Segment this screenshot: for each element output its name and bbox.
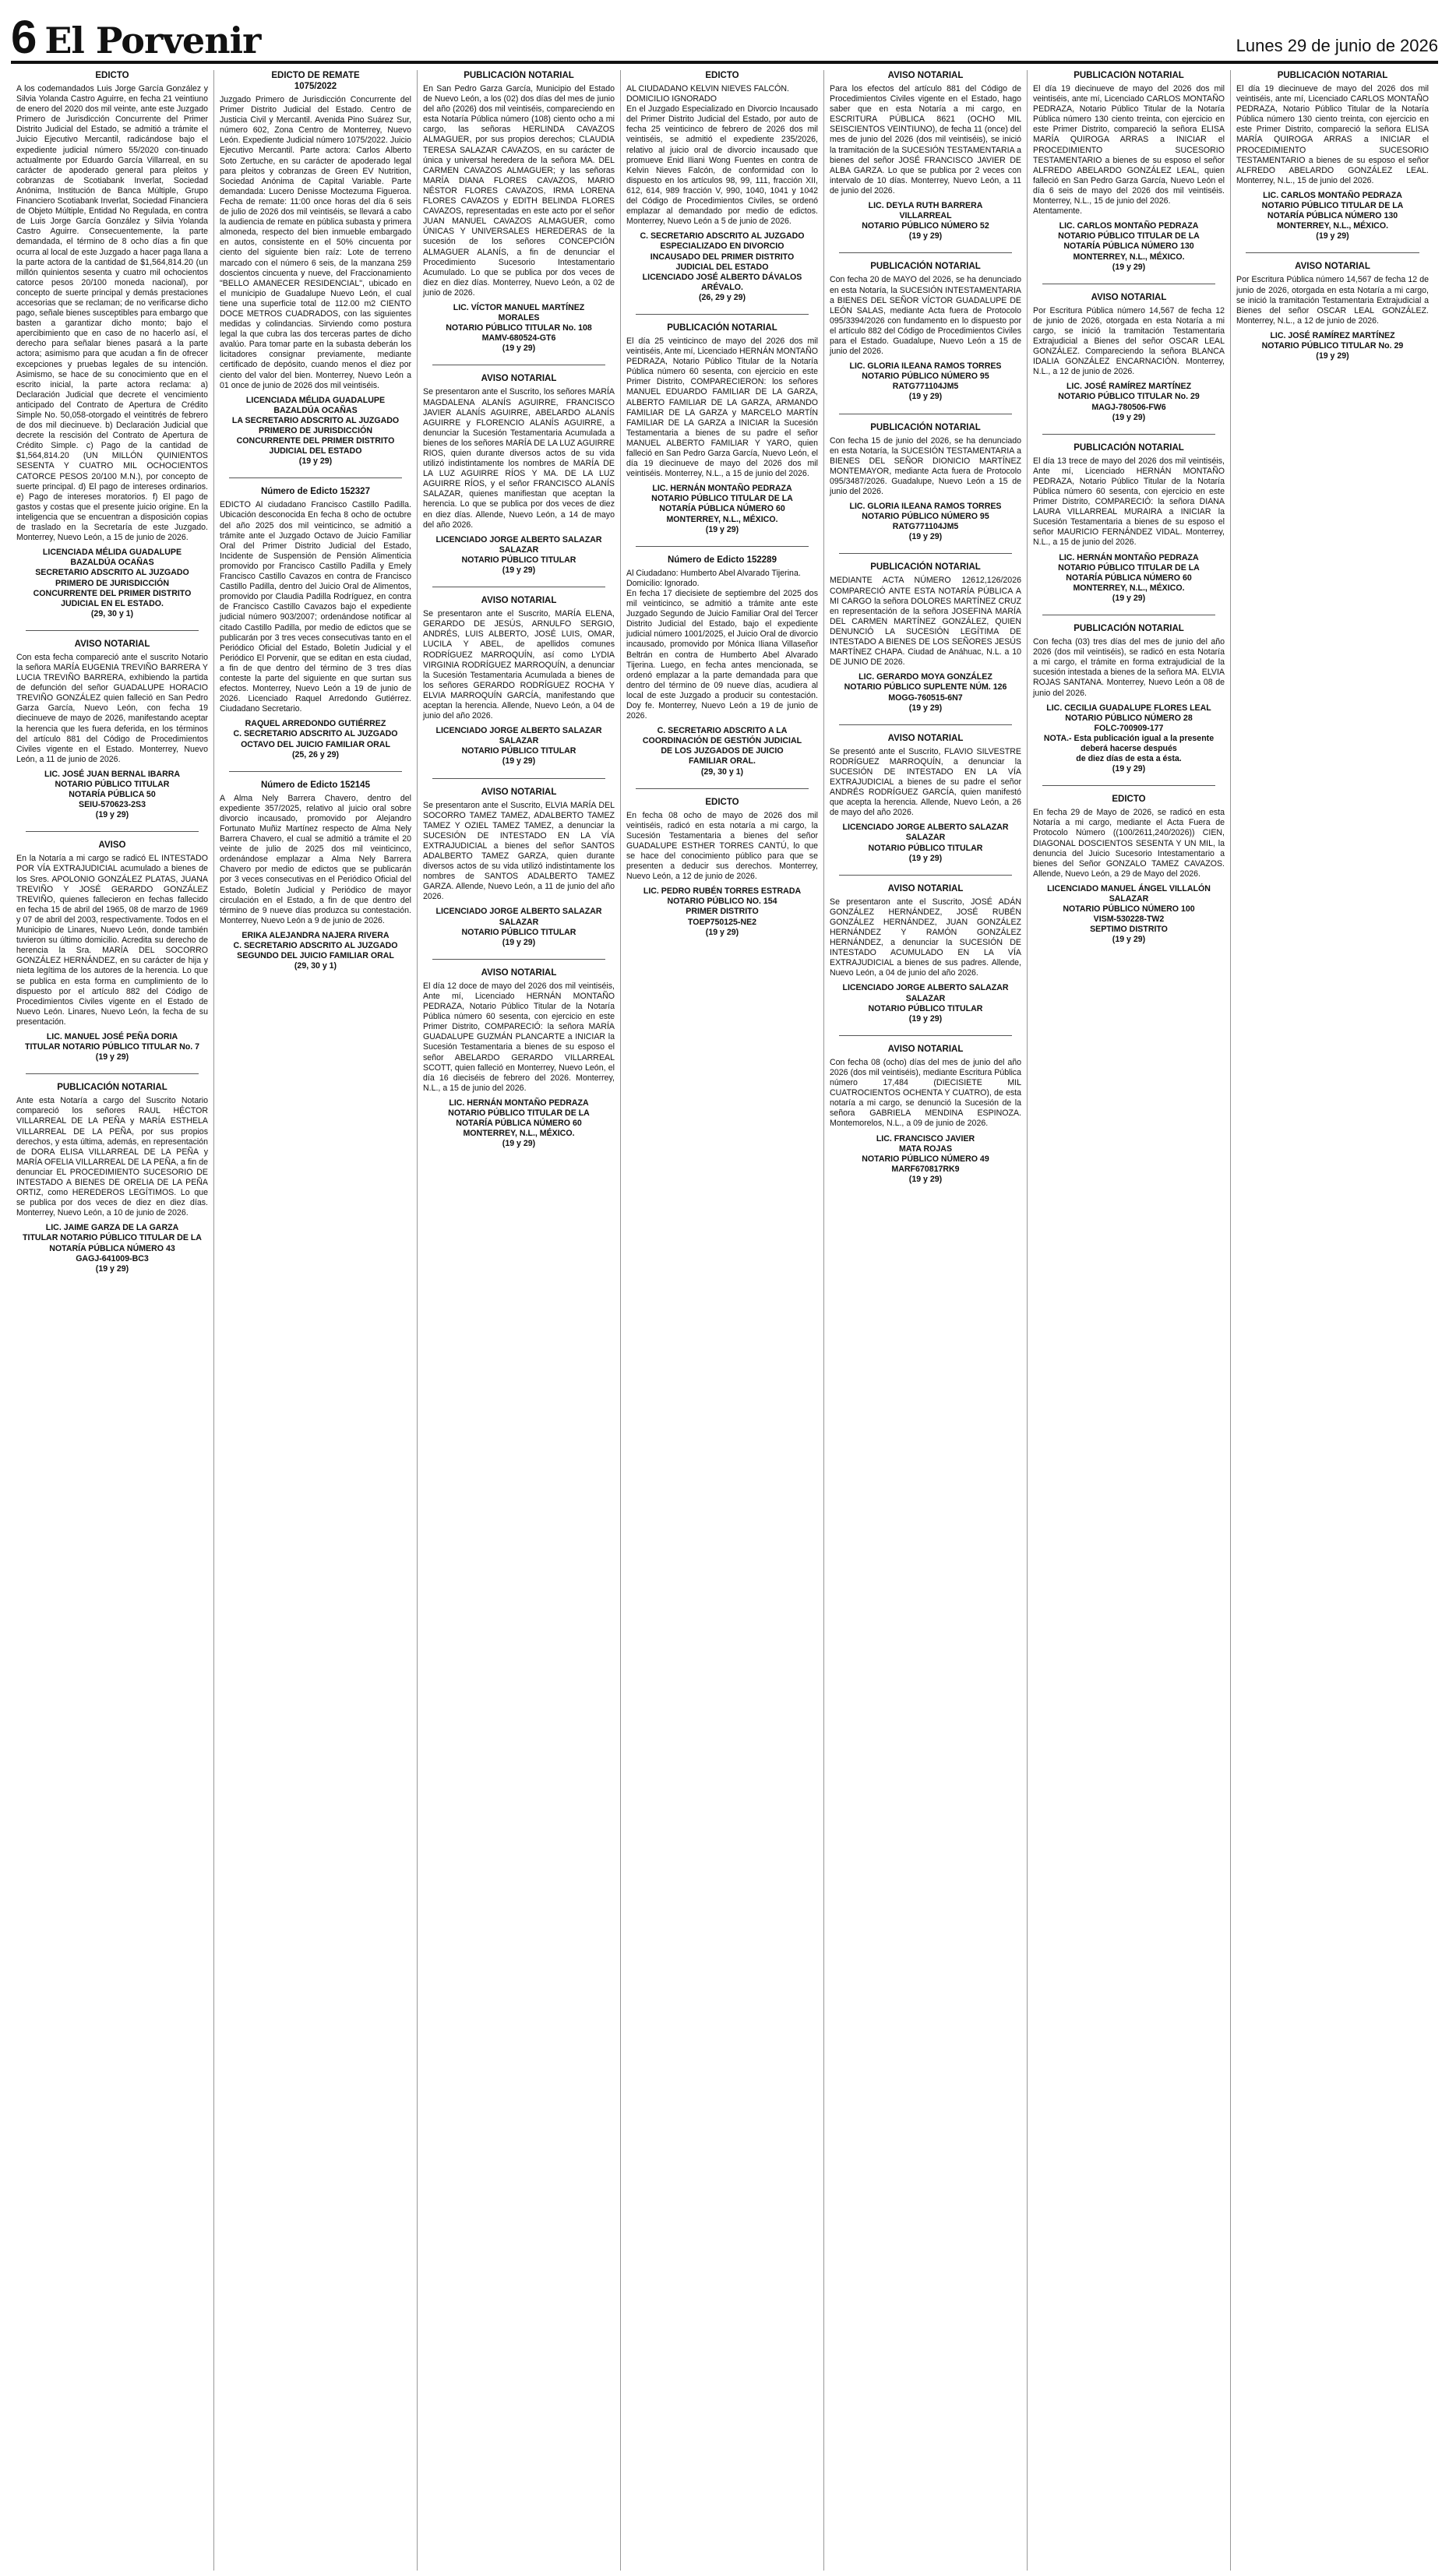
notice-divider — [26, 1073, 199, 1074]
notice-title: EDICTO DE REMATE 1075/2022 — [271, 71, 360, 91]
page-number: 6 — [11, 11, 37, 63]
legal-notice — [220, 70, 411, 467]
notice-body: El día 25 veinticinco de mayo del 2026 dos mil veintiséis, Ante mí, Licenciado HERNÁN MONTAÑO PEDRAZA, Notario Público Titular de la Notaría Pública número 60 sesenta, con ejercicio en este Primer Distrito, COMPARECIERON: los señores MANUEL EDUARDO FAMILIAR DE LA GARZA, ALBERTO FAMILIAR DE LA GARZA, ARMANDO FAMILIAR DE LA GARZA y MARCELO MARTÍN FAMILIAR DE LA GARZA a INICIAR la Sucesión Testamentaria a bienes de su padre el señor MANUEL ALBERTO FAMILIAR Y YARO, quien falleció en San Pedro Garza García, Nuevo León, el día 19 diecinueve de mayo del 2026 dos mil veintiséis. Monterrey, N.L., a 15 de junio del 2026. — [626, 336, 818, 479]
notice-title: PUBLICACIÓN NOTARIAL — [57, 1083, 167, 1093]
notice-signature: LICENCIADO JORGE ALBERTO SALAZAR SALAZAR NOTARIO PÚBLICO TITULAR (19 y 29) — [842, 983, 1009, 1024]
notice-title: PUBLICACIÓN NOTARIAL — [1277, 71, 1388, 80]
notice-title: Número de Edicto 152145 — [261, 780, 370, 790]
legal-notice — [16, 639, 208, 821]
notice-body: Se presentaron ante el Suscrito, MARÍA ELENA, GERARDO DE JESÚS, ARNULFO SERGIO, ANDRÉS, LUIS ALBERTO, JOSÉ LUIS, OMAR, LUCILA Y ABEL, de apellidos comunes RODRÍGUEZ MARROQUÍN, así como LYDIA VIRGINIA RODRÍGUEZ MARROQUÍN, a denunciar la Sucesión Testamentaria Acumulada a bienes de los señores GERARDO RODRÍGUEZ ROCHA Y ELVIA MARROQUÍN GARCÍA, manifestando que aceptan la herencia. Allende, Nuevo León, a 04 de junio del año 2026. — [423, 609, 615, 721]
notice-body: Se presentaron ante el Suscrito, JOSÉ ADÁN GONZÁLEZ HERNÁNDEZ, JOSÉ RUBÉN GONZÁLEZ HERNÁNDEZ, JUAN GONZÁLEZ HERNÁNDEZ Y RAMÓN GONZÁLEZ HERNÁNDEZ, a denunciar la SUCESIÓN DE INTESTADO ACUMULADO EN LA VÍA EXTRAJUDICIAL a bienes de sus padres. Allende, Nuevo León, a 04 de junio del año 2026. — [830, 897, 1021, 978]
legal-notice — [220, 486, 411, 759]
notice-divider — [1246, 252, 1419, 253]
legal-notice — [626, 797, 818, 938]
notice-signature: LIC. GLORIA ILEANA RAMOS TORRES NOTARIO PÚBLICO NÚMERO 95 RATG771104JM5 (19 y 29) — [849, 361, 1002, 402]
notice-title: PUBLICACIÓN NOTARIAL — [1074, 442, 1184, 453]
notice-signature: LIC. JOSÉ JUAN BERNAL IBARRA NOTARIO PÚBLICO TITULAR NOTARÍA PÚBLICA 50 SEIU-570623-2S3 (19 y 29) — [44, 769, 181, 820]
legal-notice — [1033, 623, 1225, 774]
notice-body: Se presentaron ante el Suscrito, los señores MARÍA MAGDALENA ALANÍS AGUIRRE, FRANCISCO JAVIER ALANÍS AGUIRRE, ABELARDO ALANÍS AGUIRRE y FLORENCIO ALANÍS AGUIRRE, a denunciar la Sucesión Testamentaria Acumulada a bienes de los señores MARÍA DE LA LUZ AGUIRRE RIOS, quien durante diversos actos de su vida utilizó indistintamente los nombres de MARÍA DE LA LUZ AGUIRRE RÍOS Y MA. DE LA LUZ AGUIRRE RÍOS, y el señor FRANCISCO ALANÍS SALAZAR, quienes manifiestan que aceptan la herencia. Lo que se publica por dos veces de diez en diez días. Allende, Nuevo León, a 14 de mayo del año 2026. — [423, 387, 615, 530]
notice-title: PUBLICACIÓN NOTARIAL — [870, 422, 981, 432]
column-6 — [1028, 70, 1231, 2571]
notice-title: AVISO NOTARIAL — [481, 967, 557, 978]
notice-signature: LICENCIADA MÉLIDA GUADALUPE BAZALDÚA OCAÑAS SECRETARIO ADSCRITO AL JUZGADO PRIMERO DE JURISDICCIÓN CONCURRENTE DEL PRIMER DISTRITO JUDICIAL EN EL ESTADO. (29, 30 y 1) — [33, 548, 192, 618]
notice-body: En San Pedro Garza García, Municipio del Estado de Nuevo León, a los (02) dos días del mes de junio del año (2026) dos mil veintiséis, compareciendo en esta Notaría Pública número (108) ciento ocho a mi cargo, las señoras HERLINDA CAVAZOS ALMAGUER, por sus propios derechos; CLAUDIA TERESA SALAZAR CAVAZOS, en su carácter de única y universal heredera de la señora MA. DEL CARMEN CAVAZOS ALMAGUER; y las señoras MARÍA DIANA FLORES CAVAZOS, MARIO NÉSTOR FLORES CAVAZOS, IRMA LORENA FLORES CAVAZOS y EDITH BELINDA FLORES CAVAZOS, representadas en este acto por el señor JUAN MANUEL CAVAZOS ALMAGUER, como ÚNICAS Y UNIVERSALES HEREDERAS de la sucesión de los señores CONCEPCIÓN ALMAGUER ALANÍS, a fin de denunciar el Procedimiento Sucesorio Intestamentario Acumulado. Lo que se publica por dos veces de diez en diez días. Monterrey, Nuevo León, a 02 de junio de 2026. — [423, 84, 615, 298]
notice-body: Por Escritura Pública número 14,567 de fecha 12 de junio de 2026, otorgada en esta Notaría a mi cargo, se inició la tramitación Testamentaria Extrajudicial a Bienes del señor OSCAR LEAL GONZÁLEZ. Monterrey, N.L., a 12 de junio de 2026. — [1236, 275, 1429, 326]
legal-notice — [423, 787, 615, 948]
legal-notice — [1033, 442, 1225, 604]
notice-body: Se presentó ante el Suscrito, FLAVIO SILVESTRE RODRÍGUEZ MARROQUÍN, a denunciar la SUCESIÓN DE INTESTADO EN LA VÍA EXTRAJUDICIAL a bienes de su padre el señor ANDRÉS RODRÍGUEZ GARCÍA, quien manifestó que acepta la herencia. Allende, Nuevo León, a 26 de mayo del año 2026. — [830, 746, 1021, 818]
notice-divider — [1042, 785, 1215, 786]
notice-body: Ante esta Notaría a cargo del Suscrito Notario compareció los señores RAUL HÉCTOR VILLARREAL DE LA PEÑA y MARÍA ESTHELA VILLARREAL DE LA PEÑA, por sus propios derechos, y esta última, además, en representación de DORA ELISA VILLARREAL DE LA PEÑA y MARÍA OFELIA VILLARREAL DE LA PEÑA, a fin de denunciar EL PROCEDIMIENTO SUCESORIO DE INTESTADO A BIENES DE ORELIA DE LA PEÑA ORTIZ, como HEREDEROS LEGÍTIMOS. Lo que se publica por dos veces de diez en diez días. Monterrey, Nuevo León, a 10 de junio de 2026. — [16, 1096, 208, 1218]
legal-notice — [830, 733, 1021, 864]
notice-title: PUBLICACIÓN NOTARIAL — [870, 262, 981, 272]
notice-divider — [839, 553, 1012, 554]
notice-divider — [229, 771, 402, 772]
notice-title: PUBLICACIÓN NOTARIAL — [1074, 624, 1184, 634]
notice-signature: LIC. MANUEL JOSÉ PEÑA DORIA TITULAR NOTARIO PÚBLICO TITULAR No. 7 (19 y 29) — [24, 1031, 200, 1062]
notice-title: AVISO NOTARIAL — [887, 71, 964, 80]
notice-divider — [839, 724, 1012, 725]
notice-signature: LIC. JOSÉ RAMÍREZ MARTÍNEZ NOTARIO PÚBLICO TITULAR No. 29 (19 y 29) — [1261, 330, 1404, 361]
notice-divider — [636, 788, 809, 789]
legal-notice — [830, 422, 1021, 543]
legal-notice — [830, 883, 1021, 1024]
notice-body: Se presentaron ante el Suscrito, ELVIA MARÍA DEL SOCORRO TAMEZ TAMEZ, ADALBERTO TAMEZ TAMEZ Y OZIEL TAMEZ TAMEZ, a denunciar la SUCESIÓN DE INTESTADO EN LA VÍA EXTRAJUDICIAL a bienes del señor SANTOS ADALBERTO TAMEZ GARZA, quien durante diversos actos de su vida utilizó indistintamente los nombres de SANTOS ADALBERTO TAMEZ GARZA. Allende, Nuevo León, a 11 de junio del año 2026. — [423, 800, 615, 902]
notice-signature: LIC. DEYLA RUTH BARRERA VILLARREAL NOTARIO PÚBLICO NÚMERO 52 (19 y 29) — [862, 201, 989, 241]
notice-signature: RAQUEL ARREDONDO GUTIÉRREZ C. SECRETARIO ADSCRITO AL JUZGADO OCTAVO DEL JUICIO FAMILIAR ORAL (25, 26 y 29) — [233, 719, 398, 759]
notice-signature: LIC. HERNÁN MONTAÑO PEDRAZA NOTARIO PÚBLICO TITULAR DE LA NOTARÍA PÚBLICA NÚMERO 60 MONTERREY, N.L., MÉXICO. (19 y 29) — [651, 484, 793, 534]
legal-notice — [220, 780, 411, 972]
notice-divider — [636, 546, 809, 547]
notice-signature: LIC. GLORIA ILEANA RAMOS TORRES NOTARIO PÚBLICO NÚMERO 95 RATG771104JM5 (19 y 29) — [849, 502, 1002, 542]
notice-title: PUBLICACIÓN NOTARIAL — [1074, 71, 1184, 80]
notice-title: PUBLICACIÓN NOTARIAL — [870, 562, 981, 573]
notice-body: Por Escritura Pública número 14,567 de fecha 12 de junio de 2026, otorgada en esta Notaría a mi cargo, se inició la tramitación Testamentaria Extrajudicial a Bienes del señor OSCAR LEAL GONZÁLEZ. Compareciendo la señora BLANCA IDALIA GONZÁLEZ ENCARNACIÓN. Monterrey, N.L., a 12 de junio de 2026. — [1033, 305, 1225, 377]
notice-body: El día 12 doce de mayo del 2026 dos mil veintiséis, Ante mí, Licenciado HERNÁN MONTAÑO PEDRAZA, Notario Público Titular de la Notaría Pública número 60 sesenta, con ejercicio en este Primer Distrito, COMPARECIÓ: la señora MARÍA GUADALUPE GUZMÁN PLANCARTE a INICIAR la Sucesión Testamentaria a bienes de su esposo el señor ABELARDO GERARDO VILLARREAL SCOTT, quien falleció en Monterrey, Nuevo León, el día 16 dieciséis de febrero del 2026. Monterrey, N.L., a 15 de junio del 2026. — [423, 981, 615, 1093]
notice-signature: LICENCIADO JORGE ALBERTO SALAZAR SALAZAR NOTARIO PÚBLICO TITULAR (19 y 29) — [435, 726, 602, 766]
notice-signature: LICENCIADO JORGE ALBERTO SALAZAR SALAZAR NOTARIO PÚBLICO TITULAR (19 y 29) — [435, 534, 602, 576]
notice-body: En fecha 08 ocho de mayo de 2026 dos mil veintiséis, radicó en esta notaría a mi cargo, la Sucesión Testamentaria a bienes del señor GUADALUPE ESTHER TORRES CANTÚ, lo que se hace del conocimiento público para que se presenten a deducir sus derechos. Monterrey, Nuevo León, a 12 de junio de 2026. — [626, 810, 818, 882]
notice-body: El día 13 trece de mayo del 2026 dos mil veintiséis, Ante mí, Licenciado HERNÁN MONTAÑO PEDRAZA, Notario Público Titular de la Notaría Pública número 60 sesenta, con ejercicio en este Primer Distrito, COMPARECIÓ: la señora DIANA LAURA VILLARREAL MURAIRA a INICIAR la Sucesión Testamentaria a bienes de su esposo el señor MAURICIO FERNÁNDEZ VIDAL. Monterrey, N.L., a 15 de junio del 2026. — [1033, 456, 1225, 548]
legal-notice — [423, 595, 615, 766]
notice-title: AVISO NOTARIAL — [74, 639, 150, 649]
notice-signature: LIC. JOSÉ RAMÍREZ MARTÍNEZ NOTARIO PÚBLICO TITULAR No. 29 MAGJ-780506-FW6 (19 y 29) — [1058, 382, 1200, 422]
notice-signature: LIC. PEDRO RUBÉN TORRES ESTRADA NOTARIO PÚBLICO NO. 154 PRIMER DISTRITO TOEP750125-NE2 (19 y 29) — [643, 886, 802, 937]
notice-body: EDICTO Al ciudadano Francisco Castillo Padilla. Ubicación desconocida En fecha 8 ocho de octubre del año 2025 dos mil veinticinco, se admitió a trámite ante el Juzgado Octavo de Juicio Familiar Oral del Primer Distrito Judicial del Estado, Incidente de Suspensión de Pensión Alimenticia promovido por Francisco Castillo Padilla y Emely Francisco Castillo Cavazos en contra de Francisco Castillo Padilla, dentro del Juicio Oral de Alimentos, promovido por Claudia Padilla Rodríguez, en contra de Francisco Castillo Cavazos bajo el expediente judicial número 903/2007; ordenándose notificar al citado Castillo Padilla, por medio de edictos que se publicarán por 3 tres veces consecutivas tanto en el Periódico Oficial del Estado, Boletín Judicial y el Periódico El Porvenir, que se editan en esta ciudad, a fin de que dentro del término de 3 tres días conteste la parte del siguiente en que surtan sus efectos. Monterrey, Nuevo León a 19 de junio de 2026. Licenciado Raquel Arredondo Gutiérrez. Ciudadano Secretario. — [220, 500, 411, 714]
notice-signature: C. SECRETARIO ADSCRITO A LA COORDINACIÓN DE GESTIÓN JUDICIAL DE LOS JUZGADOS DE JUICIO FAMILIAR ORAL. (29, 30 y 1) — [642, 726, 802, 777]
notice-signature: LICENCIADO MANUEL ÁNGEL VILLALÓN SALAZAR NOTARIO PÚBLICO NÚMERO 100 VISM-530228-TW2 SEPTIMO DISTRITO (19 y 29) — [1047, 883, 1211, 945]
column-5 — [824, 70, 1028, 2571]
notice-signature: LIC. CARLOS MONTAÑO PEDRAZA NOTARIO PÚBLICO TITULAR DE LA NOTARÍA PÚBLICA NÚMERO 130 MONTERREY, N.L., MÉXICO. (19 y 29) — [1261, 190, 1404, 241]
notice-divider — [26, 831, 199, 832]
notice-title: AVISO NOTARIAL — [1091, 292, 1167, 302]
column-2 — [214, 70, 418, 2571]
notice-title: AVISO NOTARIAL — [887, 733, 964, 743]
notice-body: A Alma Nely Barrera Chavero, dentro del expediente 357/2025, relativo al juicio oral sobre divorcio incausado, promovido por Alejandro Fortunato Muñiz Martínez respecto de Alma Nely Barrera Chavero, el cual se admitió a trámite el 20 veinte de julio de 2025 dos mil veinticinco, ordenándose emplazar a Alma Nely Barrera Chavero por medio de edictos que se publicarán por 3 veces consecutivas en el Periódico Oficial del Estado, Boletín Judicial y Periódico de mayor circulación en el Estado, a fin de que dentro del término de 9 nueve días produzca su contestación. Monterrey, Nuevo León a 9 de junio de 2026. — [220, 793, 411, 925]
notice-signature: LIC. CARLOS MONTAÑO PEDRAZA NOTARIO PÚBLICO TITULAR DE LA NOTARÍA PÚBLICA NÚMERO 130 MONTERREY, N.L., MÉXICO. (19 y 29) — [1058, 221, 1200, 272]
notice-title: Número de Edicto 152289 — [668, 555, 777, 565]
notice-signature: LICENCIADA MÉLIDA GUADALUPE BAZALDÚA OCAÑAS LA SECRETARIO ADSCRITO AL JUZGADO PRIMERO DE JURISDICCIÓN CONCURRENTE DEL PRIMER DISTRITO JUDICIAL DEL ESTADO (19 y 29) — [231, 395, 400, 467]
legal-notice — [423, 967, 615, 1150]
notice-divider — [636, 314, 809, 315]
column-1 — [11, 70, 214, 2571]
notice-signature: LICENCIADO JORGE ALBERTO SALAZAR SALAZAR NOTARIO PÚBLICO TITULAR (19 y 29) — [842, 823, 1009, 863]
notice-signature: LIC. HERNÁN MONTAÑO PEDRAZA NOTARIO PÚBLICO TITULAR DE LA NOTARÍA PÚBLICA NÚMERO 60 MONTERREY, N.L., MÉXICO. (19 y 29) — [448, 1098, 590, 1149]
column-4 — [621, 70, 824, 2571]
legal-notice — [830, 562, 1021, 713]
notice-title: AVISO NOTARIAL — [887, 883, 964, 893]
notice-title: AVISO NOTARIAL — [481, 596, 557, 606]
issue-date: Lunes 29 de junio de 2026 — [1236, 36, 1438, 55]
notice-title: AVISO NOTARIAL — [481, 374, 557, 384]
legal-notice — [626, 70, 818, 303]
legal-notice — [626, 322, 818, 535]
legal-notice — [16, 70, 208, 619]
notice-divider — [229, 477, 402, 478]
notice-title: PUBLICACIÓN NOTARIAL — [667, 322, 777, 333]
notice-title: AVISO NOTARIAL — [1295, 262, 1370, 272]
notice-signature: LICENCIADO JORGE ALBERTO SALAZAR SALAZAR NOTARIO PÚBLICO TITULAR (19 y 29) — [435, 907, 602, 947]
notice-body: Al Ciudadano: Humberto Abel Alvarado Tijerina. Domicilio: Ignorado. En fecha 17 diecisiete de septiembre del 2025 dos mil veinticinco, se admitió a trámite ante este Juzgado Segundo de Juicio Familiar Oral del Tercer Distrito Judicial del Estado, bajo el expediente judicial número 1001/2025, el Juicio Oral de divorcio incausado, promovido por Mónica Iliana Villaseñor Beltrán en contra de Humberto Abel Alvarado Tijerina. Luego, en fecha antes mencionada, se ordenó emplazar a la parte demandada para que dentro del término de 09 nueve días, acudiera al local de este Juzgado a producir su contestación. Doy fe. Monterrey, Nuevo León a 19 de junio de 2026. — [626, 568, 818, 721]
legal-notice — [423, 70, 615, 354]
notice-body: Para los efectos del artículo 881 del Código de Procedimientos Civiles vigente en el Estado, hago saber que en esta Notaría a mi cargo, en ESCRITURA PÚBLICA 8621 (OCHO MIL SEISCIENTOS VEINTIUNO), de fecha 11 (once) del mes de junio del 2026 (dos mil veintiséis), se inició la tramitación de la SUCESIÓN TESTAMENTARIA a bienes del señor JOSÉ FRANCISCO JAVIER DE ALBA GARZA. Lo que se publica por 2 veces con intervalo de 10 días. Monterrey, Nuevo León, a 11 de junio del 2026. — [830, 84, 1021, 196]
legal-notice — [830, 1044, 1021, 1185]
notice-signature: LIC. FRANCISCO JAVIER MATA ROJAS NOTARIO PÚBLICO NÚMERO 49 MARF670817RK9 (19 y 29) — [862, 1133, 989, 1184]
legal-notice — [423, 373, 615, 576]
notice-body: Con fecha (03) tres días del mes de junio del año 2026 (dos mil veintiséis), se radicó en esta Notaría a mi cargo, el trámite en forma extrajudicial de la sucesión intestada a bienes de la señora MA. ELVIA ROJAS SANTANA. Monterrey, Nuevo León a 08 de junio del 2026. — [1033, 637, 1225, 698]
notice-body: En fecha 29 de Mayo de 2026, se radicó en esta Notaría a mi cargo, mediante el Acta Fuera de Protocolo Número ((100/2611,240/2026)) CIEN, DIAGONAL DOSCIENTOS SESENTA Y UN MIL, la denuncia del Juicio Sucesorio Intestamentario a bienes del Señor GONZALO TAMEZ CAVAZOS. Allende, Nuevo León, a 29 de Mayo del 2026. — [1033, 808, 1225, 879]
notice-divider — [432, 778, 605, 779]
notice-divider — [839, 875, 1012, 876]
notice-divider — [1042, 434, 1215, 435]
notice-body: Con fecha 08 (ocho) días del mes de junio del año 2026 (dos mil veintiséis), mediante Escritura Pública número 17,484 (DIECISIETE MIL CUATROCIENTOS OCHENTA Y CUATRO), de esta notaría a mi cargo, se denunció la Sucesión de la señora GABRIELA MENDINA ESPINOZA. Montemorelos, N.L., a 09 de junio de 2026. — [830, 1057, 1021, 1129]
notice-title: EDICTO — [1112, 795, 1146, 805]
notice-body: El día 19 diecinueve de mayo del 2026 dos mil veintiséis, ante mí, Licenciado CARLOS MONTAÑO PEDRAZA, Notario Público Titular de la Notaría Pública número 130 ciento treinta, con ejercicio en este Primer Distrito, compareció la señora ELISA MARÍA QUIROGA ARRAS a INICIAR el PROCEDIMIENTO SUCESORIO TESTAMENTARIO a bienes de su esposo el señor ALFREDO ABELARDO GONZÁLEZ LEAL, quien falleció en San Pedro Garza García, Nuevo León el día 6 seis de mayo del 2026 dos mil veintiséis. Monterrey, N.L., 15 de junio del 2026. Atentamente. — [1033, 84, 1225, 217]
legal-notice — [1236, 70, 1429, 241]
notice-signature: LIC. HERNÁN MONTAÑO PEDRAZA NOTARIO PÚBLICO TITULAR DE LA NOTARÍA PÚBLICA NÚMERO 60 MONTERREY, N.L., MÉXICO. (19 y 29) — [1058, 552, 1200, 603]
notice-body: El día 19 diecinueve de mayo del 2026 dos mil veintiséis, ante mí, Licenciado CARLOS MONTAÑO PEDRAZA, Notario Público Titular de la Notaría Pública número 130 ciento treinta, con ejercicio en este Primer Distrito, compareció la señora ELISA MARÍA QUIROGA ARRAS a INICIAR el PROCEDIMIENTO SUCESORIO TESTAMENTARIO a bienes de su esposo el señor ALFREDO ABELARDO GONZÁLEZ LEAL. Monterrey, N.L., 15 de junio del 2026. — [1236, 84, 1429, 185]
legal-notice — [1033, 70, 1225, 273]
legal-notice — [830, 70, 1021, 241]
notice-title: EDICTO — [95, 71, 129, 80]
column-3 — [418, 70, 621, 2571]
notice-signature: LIC. VÍCTOR MANUEL MARTÍNEZ MORALES NOTARIO PÚBLICO TITULAR No. 108 MAMV-680524-GT6 (19 y 29) — [446, 302, 592, 354]
newspaper-name: El Porvenir — [44, 19, 261, 62]
legal-notice — [16, 840, 208, 1062]
notice-divider — [839, 1035, 1012, 1036]
masthead-left — [11, 11, 261, 63]
masthead — [11, 9, 1438, 64]
notice-title: AVISO NOTARIAL — [887, 1044, 964, 1054]
notice-title: Número de Edicto 152327 — [261, 487, 370, 497]
notice-title: AVISO NOTARIAL — [481, 787, 557, 797]
notice-signature: LIC. GERARDO MOYA GONZÁLEZ NOTARIO PÚBLICO SUPLENTE NÚM. 126 MOGG-760515-6N7 (19 y 29) — [844, 672, 1007, 713]
notice-body: Con esta fecha compareció ante el suscrito Notario la señora MARÍA EUGENIA TREVIÑO BARRERA Y LUCIA TREVIÑO BARRERA, exhibiendo la partida de defunción del señor GUADALUPE HORACIO TREVIÑO GONZÁLEZ quien falleció en San Pedro Garza García, Nuevo León, con fecha 19 diecinueve de mayo de 2026, manifestando aceptar la herencia que les fuera deferida, en los términos del artículo 881 del Código de Procedimientos Civiles vigente en el Estado. Monterrey, Nuevo León, a 11 de junio de 2026. — [16, 652, 208, 764]
notice-signature: LIC. CECILIA GUADALUPE FLORES LEAL NOTARIO PÚBLICO NÚMERO 28 FOLC-700909-177 NOTA.- Esta publicación igual a la presente deberá hacerse después de diez días de esta a ésta. (19 y 29) — [1043, 703, 1215, 774]
legal-notice — [1033, 794, 1225, 945]
columns-container — [11, 70, 1438, 2571]
notice-body: Juzgado Primero de Jurisdicción Concurrente del Primer Distrito Judicial del Estado. Centro de Justicia Civil y Mercantil. Avenida Pino Suárez Sur, número 602, Zona Centro de Monterrey, Nuevo León. Expediente Judicial número 1075/2022. Juicio Ejecutivo Mercantil. Parte actora: Carlos Alberto Soto Zertuche, en su carácter de apoderado legal para pleitos y cobranzas de Green EV Nutrition, Sociedad Anónima de Capital Variable. Parte demandada: Lucero Denisse Moctezuma Figueroa. Fecha de remate: 11:00 once horas del día 6 seis de julio de 2026 dos mil veintiséis, se llevará a cabo la audiencia de remate en pública subasta y primera almoneda, respecto del bien inmueble embargado en autos, consistente en el 50% cincuenta por ciento del siguiente bien raíz: Lote de terreno marcado con el número 6 seis, de la manzana 259 doscientos cincuenta y nueve, del Fraccionamiento "BELLO AMANECER RESIDENCIAL", ubicado en el municipio de Guadalupe Nuevo León, el cual tiene una superficie total de 112.00 m2 CIENTO DOCE METROS CUADRADOS, con las siguientes medidas y colindancias. Sirviendo como postura legal la que cubra las dos terceras partes de dicho avalúo. Para tomar parte en la subasta deberán los licitadores consignar previamente, mediante certificado de depósito, cuando menos el diez por ciento del valor del bien. Monterrey, Nuevo León a 01 once de junio de 2026 dos mil veintiséis. — [220, 95, 411, 390]
notice-title: EDICTO — [705, 797, 739, 807]
legal-notice — [1236, 261, 1429, 361]
notice-divider — [839, 252, 1012, 253]
notice-body: MEDIANTE ACTA NÚMERO 12612,126/2026 COMPARECIÓ ANTE ESTA NOTARÍA PÚBLICA A MI CARGO la señora DOLORES MARTÍNEZ CRUZ en representación de la señora JOSEFINA MARÍA DEL CARMEN MARTÍNEZ GONZÁLEZ, QUIEN DENUNCIÓ LA SUCESIÓN LEGÍTIMA DE INTESTADO A BIENES DE LOS SEÑORES JESÚS MARTÍNEZ CHAPA. Ciudad de Anáhuac, N.L. a 10 DE JUNIO DE 2026. — [830, 576, 1021, 668]
notice-title: AVISO — [98, 840, 126, 851]
notice-title: EDICTO — [705, 71, 739, 80]
legal-notice — [1033, 292, 1225, 423]
notice-signature: ERIKA ALEJANDRA NAJERA RIVERA C. SECRETARIO ADSCRITO AL JUZGADO SEGUNDO DEL JUICIO FAMILIAR ORAL (29, 30 y 1) — [233, 930, 398, 971]
notice-signature: C. SECRETARIO ADSCRITO AL JUZGADO ESPECIALIZADO EN DIVORCIO INCAUSADO DEL PRIMER DISTRITO JUDICIAL DEL ESTADO LICENCIADO JOSÉ ALBERTO DÁVALOS ARÉVALO. (26, 29 y 29) — [640, 231, 805, 302]
legal-notice — [626, 555, 818, 777]
notice-title: PUBLICACIÓN NOTARIAL — [464, 71, 574, 80]
notice-body: A los codemandados Luis Jorge García González y Silvia Yolanda Castro Aguirre, en fecha 21 veintiuno de enero del 2020 dos mil veinte, ante este Juzgado Primero de Jurisdicción Concurrente del Primer Distrito Judicial del Estado, se admitió a trámite el Juicio Ejecutivo Mercantil, radicándose bajo el expediente judicial número 55/2020 con-tinuado actualmente por Eduardo García Villarreal, en su carácter de apoderado general para pleitos y cobranzas de Scotiabank Inverlat, Sociedad Anónima, Institución de Banca Múltiple, Grupo Financiero Scotiabank Inverlat, Sociedad Financiera de Objeto Múltiple, Entidad No Regulada, en contra de Luis Jorge García González y Silvia Yolanda Castro Aguirre. Consecuentemente, la parte demandada, el término de 8 ocho días a fin que ocurra al local de este Juzgado a hacer paga llana a la parte actora de la cantidad de $1,564,814.20 (un millón quinientos sesenta y cuatro mil ochocientos catorce pesos 20/100 moneda nacional), por concepto de suerte principal y demás prestaciones accesorias que se reclaman; de no verificarse dicho pago, señale bienes susceptibles para embargo que basten a garantizar dicho monto; bajo el apercibimiento que en caso de no hacerlo así, el derecho para señalar bienes pasará a la parte actora; asimismo para que acudan a fin de ofrecer excepciones y pruebas legales de su intención. Asimismo, se hace de su conocimiento que en el escrito inicial, la parte actora reclama: a) Declaración Judicial que decrete el vencimiento anticipado del Contrato de Apertura de Crédito Simple No. 50,058-otorgado el veintitrés de febrero de dos mil diecinueve. b) Declaración Judicial que decrete la rescisión del Contrato de Apertura de Crédito Simple. c) Pago de la cantidad de $1,564,814.20 (UN MILLÓN QUINIENTOS SESENTA Y CUATRO MIL OCHOCIENTOS CATORCE PESOS 20/100 M.N.), por concepto de suerte principal. d) El pago de intereses ordinarios. e) Pago de intereses moratorios. f) El pago de gastos y costas que el presente juicio origine. En la inteligencia que se encuentran a disposición copias de traslado en la Secretaría de este Juzgado. Monterrey, Nuevo León, a 15 de junio de 2026. — [16, 84, 208, 543]
legal-notice — [830, 261, 1021, 402]
notice-body: Con fecha 15 de junio del 2026, se ha denunciado en esta Notaría, la SUCESIÓN TESTAMENTARIA a BIENES DEL SEÑOR DIONICIO MARTÍNEZ MONTEMAYOR, mediante Acta fuera de Protocolo 095/3487/2026. Guadalupe, Nuevo León a 15 de junio del 2026. — [830, 435, 1021, 496]
notice-divider — [26, 630, 199, 631]
column-7 — [1231, 70, 1434, 2571]
notice-body: En la Notaría a mi cargo se radicó EL INTESTADO POR VÍA EXTRAJUDICIAL acumulado a bienes de los Sres. APOLONIO GONZÁLEZ PLATAS, JUANA TREVIÑO Y JOSÉ GERARDO GONZÁLEZ TREVIÑO, quienes fallecieron en fechas fallecido en fecha 15 de abril del 1965, 08 de marzo de 1969 y 07 de abril del 2003, respectivamente. Todos en el Municipio de Linares, Nuevo León, donde también tuvieron su último domicilio. Acredita su derecho de herencia la Sra. MARÍA DEL SOCORRO GONZÁLEZ HERNÁNDEZ, en su carácter de hija y nieta legítima de los autores de la herencia. Lo que se publica en esta forma en cumplimiento de lo dispuesto por el artículo 882 del Código de Procedimientos Civiles vigente en el Estado de Nuevo León. Linares, Nuevo León, la fecha de su presentación. — [16, 854, 208, 1027]
notice-signature: LIC. JAIME GARZA DE LA GARZA TITULAR NOTARIO PÚBLICO TITULAR DE LA NOTARÍA PÚBLICA NÚMERO 43 GAGJ-641009-BC3 (19 y 29) — [23, 1223, 202, 1274]
notice-divider — [432, 959, 605, 960]
legal-notice — [16, 1082, 208, 1274]
notice-body: AL CIUDADANO KELVIN NIEVES FALCÓN. DOMICILIO IGNORADO En el Juzgado Especializado en Divorcio Incausado del Primer Distrito Judicial del Estado, por auto de fecha 25 veinticinco de febrero de 2026 dos mil veintiséis, se admitió el expediente 235/2026, relativo al juicio oral de divorcio incausado que promueve Enid Iliani Wong Fuentes en contra de Kelvin Nieves Falcón, de conformidad con lo dispuesto en los artículos 98, 99, 111, fracción XII, 612, 614, 989 fracción V, 990, 1040, 1041 y 1042 del Código de Procedimientos Civiles, se ordenó emplazar al demandado por medio de edictos. Monterrey, Nuevo León a 5 de junio de 2026. — [626, 84, 818, 227]
notice-body: Con fecha 20 de MAYO del 2026, se ha denunciado en esta Notaría, la SUCESIÓN INTESTAMENTARIA a BIENES DEL SEÑOR VÍCTOR GUADALUPE DE LEÓN SALAS, mediante Acta fuera de Protocolo 095/3394/2026 con fundamento en lo dispuesto por el artículo 882 del Código de Procedimientos Civiles para el Estado. Guadalupe, Nuevo León a 15 de junio del 2026. — [830, 275, 1021, 357]
